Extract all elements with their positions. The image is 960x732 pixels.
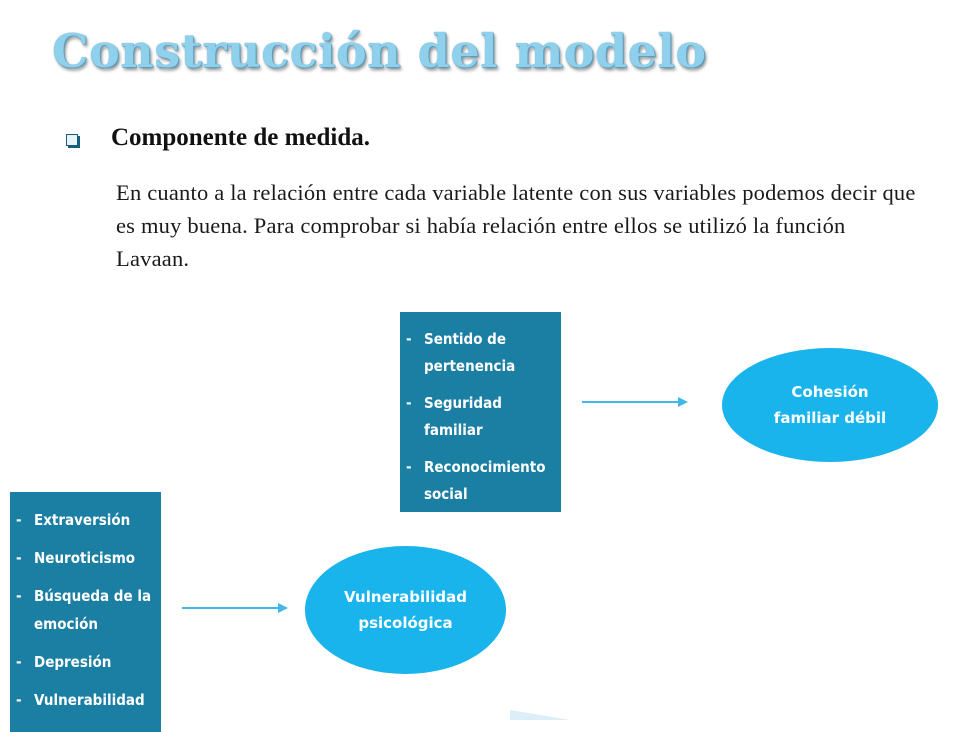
variable-item: - Búsqueda de la emoción	[10, 582, 161, 638]
variable-item: - Neuroticismo	[10, 544, 161, 572]
description-paragraph: En cuanto a la relación entre cada variable latente con sus variables podemos decir que es muy buena. Para comprobar si había relación entre ellos se utilizó la función Lavaan.	[116, 180, 916, 271]
variable-item: - Vulnerabilidad	[10, 686, 161, 714]
variable-item: - Seguridad familiar	[400, 390, 561, 444]
latent-label-line: Vulnerabilidad	[343, 588, 468, 606]
latent-label-line: Cohesión	[791, 383, 869, 401]
arrow-right-icon	[580, 394, 690, 410]
bullet-heading-row	[66, 124, 370, 152]
latent-label-line: psicológica	[358, 614, 453, 632]
variable-item: - Depresión	[10, 648, 161, 676]
decorative-wedge-shape	[510, 706, 590, 720]
latent-label-line: familiar débil	[773, 409, 887, 427]
variable-item: - Sentido de pertenencia	[400, 326, 561, 380]
slide-title: Construcción del modelo	[52, 24, 707, 78]
latent-variable-vulnerability	[305, 546, 506, 674]
observed-variables-box-cohesion	[400, 312, 561, 512]
square-bullet-icon	[66, 134, 78, 146]
section-heading: Componente de medida.	[111, 124, 371, 151]
variable-item: - Extraversión	[10, 506, 161, 534]
observed-variables-box-vulnerability	[10, 492, 161, 732]
variable-item: - Reconocimiento social	[400, 454, 561, 508]
latent-variable-cohesion	[722, 348, 938, 462]
arrow-right-icon	[180, 600, 290, 616]
